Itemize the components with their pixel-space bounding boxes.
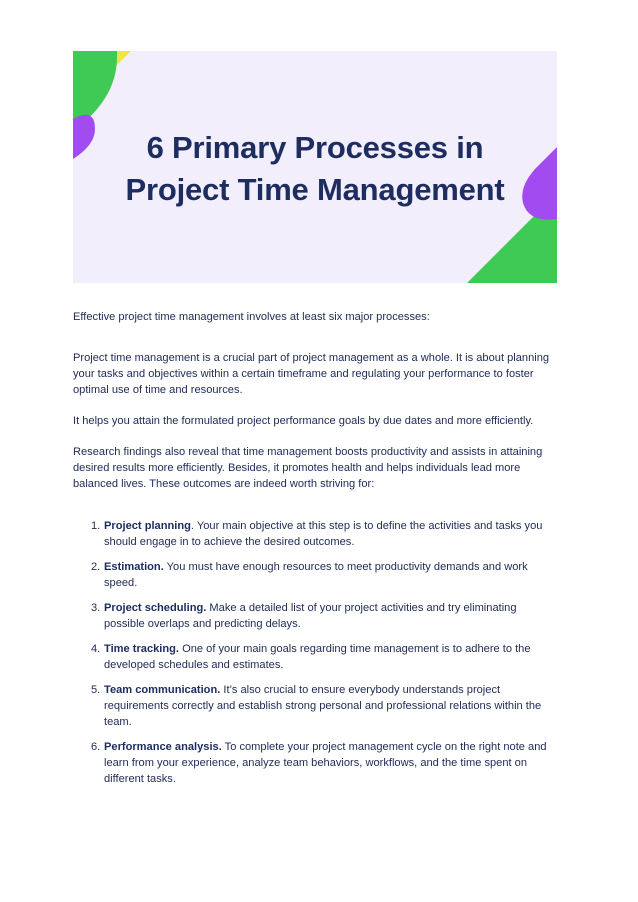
list-number: 1. — [91, 520, 101, 532]
list-number: 2. — [91, 561, 101, 573]
paragraph-research: Research findings also reveal that time management boosts productivity and assists in attaining desired results more efficiently. Besides, it promotes health and helps individuals lead more balanced lives. These outcomes are indeed worth striving for: — [73, 446, 543, 490]
step-text: It’s also crucial to ensure everybody understands project requirements correctly and establish strong personal and professional relations within the team. — [104, 684, 542, 728]
process-list — [73, 518, 563, 787]
list-number: 6. — [91, 741, 101, 753]
title-line-1: 6 Primary Processes in — [146, 130, 484, 165]
header-banner — [73, 51, 557, 283]
body-content — [73, 309, 563, 796]
step-title: Team communication. — [104, 684, 221, 696]
paragraph-definition: Project time management is a crucial part of project management as a whole. It is about planning your tasks and objectives within a certain timeframe and regulating your performance to foster optimal use of time and resources. — [73, 352, 550, 396]
list-number: 3. — [91, 602, 101, 614]
step-text: One of your main goals regarding time management is to adhere to the developed schedules and estimates. — [104, 643, 531, 671]
title-line-2: Project Time Management — [125, 172, 505, 207]
paragraph-goals: It helps you attain the formulated project performance goals by due dates and more efficiently. — [73, 415, 534, 427]
list-item — [73, 559, 549, 591]
list-number: 5. — [91, 684, 101, 696]
step-title: Project planning — [104, 520, 191, 532]
list-number: 4. — [91, 643, 101, 655]
list-item — [73, 682, 549, 730]
intro-paragraph: Effective project time management involves at least six major processes: — [73, 311, 430, 323]
step-text: Make a detailed list of your project activities and try eliminating possible overlaps and predicting delays. — [104, 602, 517, 630]
step-text: . Your main objective at this step is to define the activities and tasks you should engage in to achieve the desired outcomes. — [104, 520, 543, 548]
list-item — [73, 600, 549, 632]
list-item — [73, 518, 549, 550]
step-text: To complete your project management cycle on the right note and learn from your experience, analyze team behaviors, workflows, and the time spent on different tasks. — [104, 741, 547, 785]
step-text: You must have enough resources to meet productivity demands and work speed. — [104, 561, 528, 589]
step-title: Time tracking. — [104, 643, 180, 655]
step-title: Project scheduling. — [104, 602, 207, 614]
step-title: Estimation. — [104, 561, 164, 573]
list-item — [73, 739, 549, 787]
page-title — [73, 127, 557, 211]
list-item — [73, 641, 549, 673]
step-title: Performance analysis. — [104, 741, 222, 753]
